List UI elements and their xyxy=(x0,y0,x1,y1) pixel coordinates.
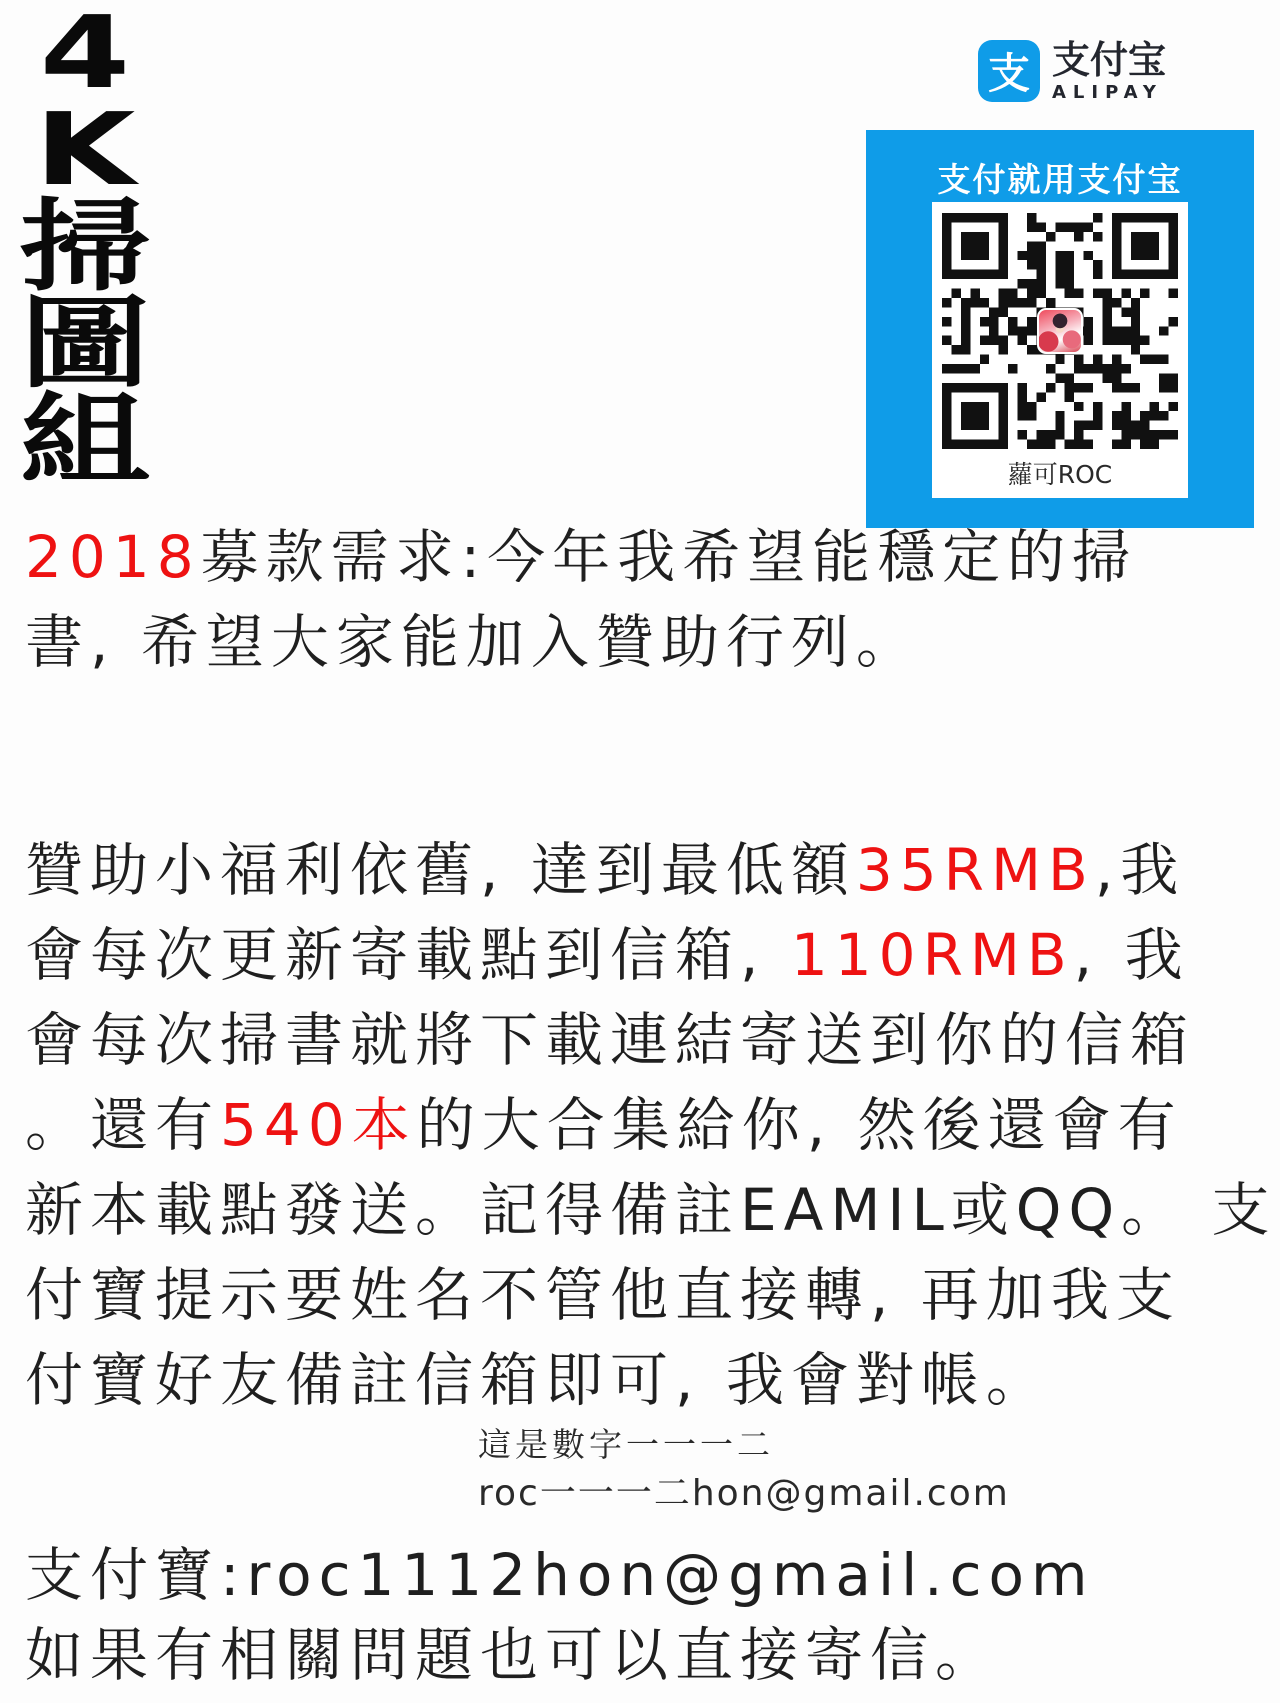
line-text: , 我 xyxy=(1073,921,1190,989)
year-highlight: 2018 xyxy=(25,523,201,591)
title-char: 4 xyxy=(39,0,131,111)
line-text: 贊助小福利依舊, 達到最低額 xyxy=(25,836,856,904)
qr-white-panel xyxy=(932,202,1188,498)
qr-card-slogan: 支付就用支付宝 xyxy=(937,160,1183,199)
line-text: 會每次更新寄載點到信箱, xyxy=(25,921,791,989)
title-char: 掃 xyxy=(20,188,150,305)
title-char: 圖 xyxy=(20,285,150,402)
line-text: 付寶提示要姓名不管他直接轉, 再加我支 xyxy=(25,1261,1181,1329)
handwritten-line xyxy=(25,913,1277,998)
line-text: 募款需求:今年我希望能穩定的掃 xyxy=(200,523,1138,591)
handwritten-line xyxy=(25,828,1277,913)
alipay-brand-text xyxy=(1052,40,1166,103)
handwritten-line xyxy=(25,1338,1277,1423)
title-char: 組 xyxy=(20,382,150,499)
price-highlight: 110RMB xyxy=(790,921,1074,989)
sponsor-details-paragraph xyxy=(25,828,1277,1423)
qr-code xyxy=(942,213,1178,449)
line-text: 。還有 xyxy=(25,1091,221,1159)
qr-account-label: 蘿可ROC xyxy=(1007,460,1113,489)
handwritten-line xyxy=(25,1253,1277,1338)
line-text: 書, 希望大家能加入贊助行列。 xyxy=(25,608,921,676)
digits-hint-text: 這是數字一一一二 xyxy=(478,1425,774,1464)
handwritten-line xyxy=(25,998,1277,1083)
obfuscated-email-text: roc一一一二hon@gmail.com xyxy=(478,1473,1010,1514)
price-highlight: 35RMB xyxy=(855,836,1095,904)
alipay-email-line: 支付寶:roc1112hon@gmail.com xyxy=(25,1541,1095,1609)
handwritten-line xyxy=(25,1083,1277,1168)
line-text: 付寶好友備註信箱即可, 我會對帳。 xyxy=(25,1346,1051,1414)
email-digits-hint xyxy=(478,1422,1010,1520)
alipay-brand-en: ALIPAY xyxy=(1052,81,1163,103)
line-text: 會每次掃書就將下載連結寄送到你的信箱 xyxy=(25,1006,1196,1074)
alipay-brand-cn: 支付宝 xyxy=(1052,38,1167,82)
vertical-group-title xyxy=(20,0,150,499)
qr-center-avatar xyxy=(1037,308,1083,354)
title-char: K xyxy=(34,91,136,208)
alipay-brand-header xyxy=(978,40,1166,103)
alipay-logo-icon: 支 xyxy=(978,40,1040,102)
line-text: 新本載點發送。記得備註EAMIL或QQ。 支 xyxy=(25,1176,1277,1244)
line-text: 的大合集給你, 然後還會有 xyxy=(416,1091,1183,1159)
alipay-qr-card xyxy=(866,130,1254,528)
handwritten-line xyxy=(25,1168,1277,1253)
fundraising-intro-paragraph xyxy=(25,515,1137,685)
handwritten-line xyxy=(25,600,1137,685)
line-text: ,我 xyxy=(1094,836,1186,904)
volume-count-highlight: 540本 xyxy=(220,1091,417,1159)
contact-info-line: 如果有相關問題也可以直接寄信。 xyxy=(25,1621,1001,1689)
handwritten-line xyxy=(25,515,1137,600)
